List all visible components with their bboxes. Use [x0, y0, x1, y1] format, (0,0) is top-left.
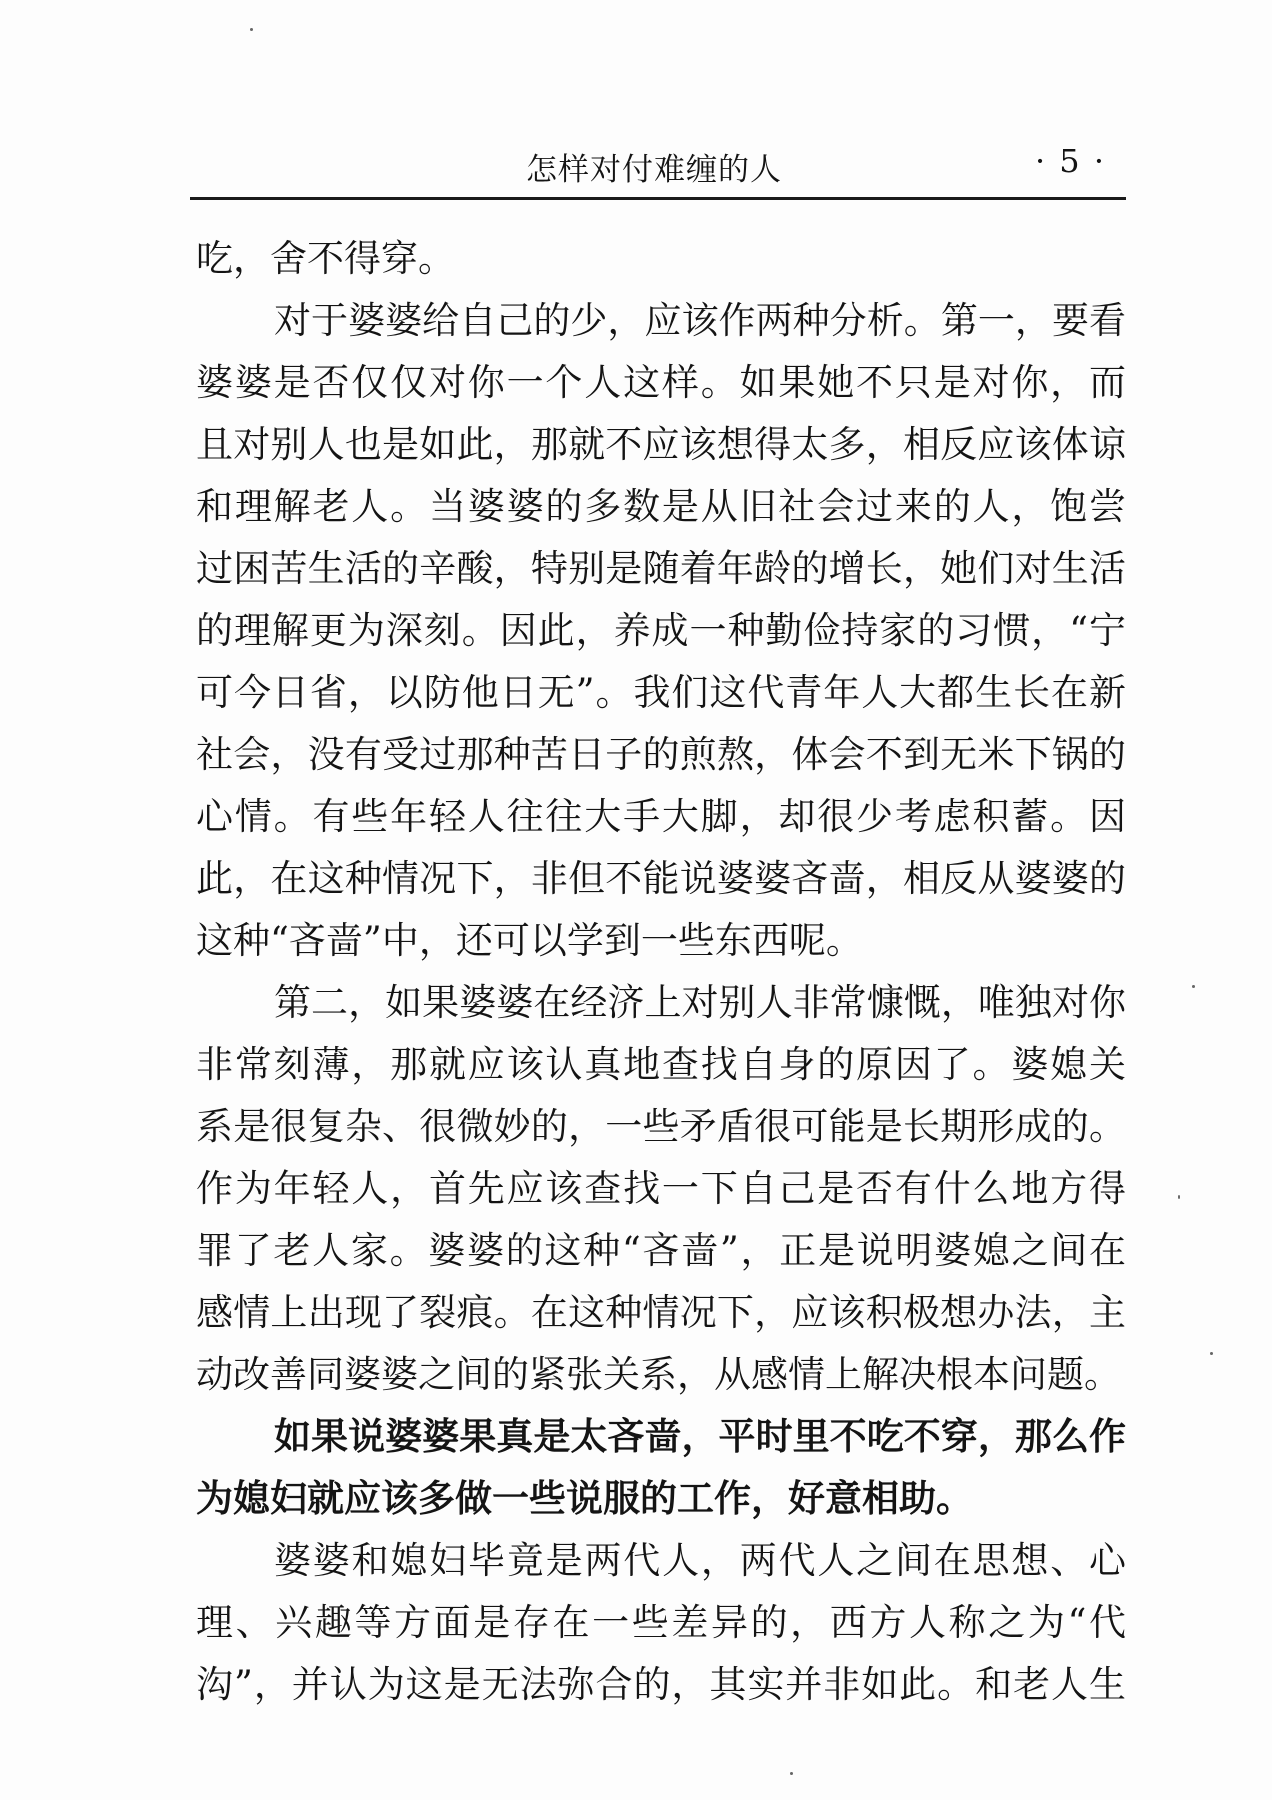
scan-speck — [250, 28, 253, 31]
text-line: 可今日省，以防他日无”。我们这代青年人大都生长在新 — [196, 671, 1126, 714]
text-line: 沟”，并认为这是无法弥合的，其实并非如此。和老人生 — [196, 1663, 1126, 1706]
text-line: 这种“吝啬”中，还可以学到一些东西呢。 — [196, 919, 863, 962]
text-line: 婆婆和媳妇毕竟是两代人，两代人之间在思想、心 — [274, 1539, 1126, 1582]
text-line: 罪了老人家。婆婆的这种“吝啬”，正是说明婆媳之间在 — [196, 1229, 1126, 1272]
text-line: 社会，没有受过那种苦日子的煎熬，体会不到无米下锅的 — [196, 733, 1126, 776]
text-line: 第二，如果婆婆在经济上对别人非常慷慨，唯独对你 — [274, 981, 1126, 1024]
scan-speck — [1192, 985, 1195, 988]
scan-speck — [1178, 1195, 1180, 1199]
page-number: · 5 · — [1034, 142, 1106, 180]
body-text — [196, 228, 1126, 1716]
bold-text-line: 为媳妇就应该多做一些说服的工作，好意相助。 — [196, 1477, 973, 1520]
text-line: 系是很复杂、很微妙的，一些矛盾很可能是长期形成的。 — [196, 1105, 1126, 1148]
scan-speck — [1210, 1352, 1213, 1355]
scan-speck — [790, 1772, 793, 1775]
running-title: 怎样对付难缠的人 — [526, 152, 782, 188]
text-line: 的理解更为深刻。因此，养成一种勤俭持家的习惯，“宁 — [196, 609, 1126, 652]
text-line: 过困苦生活的辛酸，特别是随着年龄的增长，她们对生活 — [196, 547, 1126, 590]
text-line: 心情。有些年轻人往往大手大脚，却很少考虑积蓄。因 — [196, 795, 1126, 838]
text-line: 此，在这种情况下，非但不能说婆婆吝啬，相反从婆婆的 — [196, 857, 1126, 900]
running-header — [196, 140, 1126, 200]
bold-text-line: 如果说婆婆果真是太吝啬，平时里不吃不穿，那么作 — [274, 1415, 1126, 1458]
text-line: 婆婆是否仅仅对你一个人这样。如果她不只是对你，而 — [196, 361, 1126, 404]
text-line: 且对别人也是如此，那就不应该想得太多，相反应该体谅 — [196, 423, 1126, 466]
text-line: 和理解老人。当婆婆的多数是从旧社会过来的人，饱尝 — [196, 485, 1126, 528]
text-line: 动改善同婆婆之间的紧张关系，从感情上解决根本问题。 — [196, 1353, 1121, 1396]
text-line: 理、兴趣等方面是存在一些差异的，西方人称之为“代 — [196, 1601, 1126, 1644]
text-line: 对于婆婆给自己的少，应该作两种分析。第一，要看 — [274, 299, 1126, 342]
header-rule — [190, 197, 1126, 200]
text-line: 非常刻薄，那就应该认真地查找自身的原因了。婆媳关 — [196, 1043, 1126, 1086]
text-line: 作为年轻人，首先应该查找一下自己是否有什么地方得 — [196, 1167, 1126, 1210]
text-line: 吃，舍不得穿。 — [196, 237, 455, 280]
text-line: 感情上出现了裂痕。在这种情况下，应该积极想办法，主 — [196, 1291, 1126, 1334]
